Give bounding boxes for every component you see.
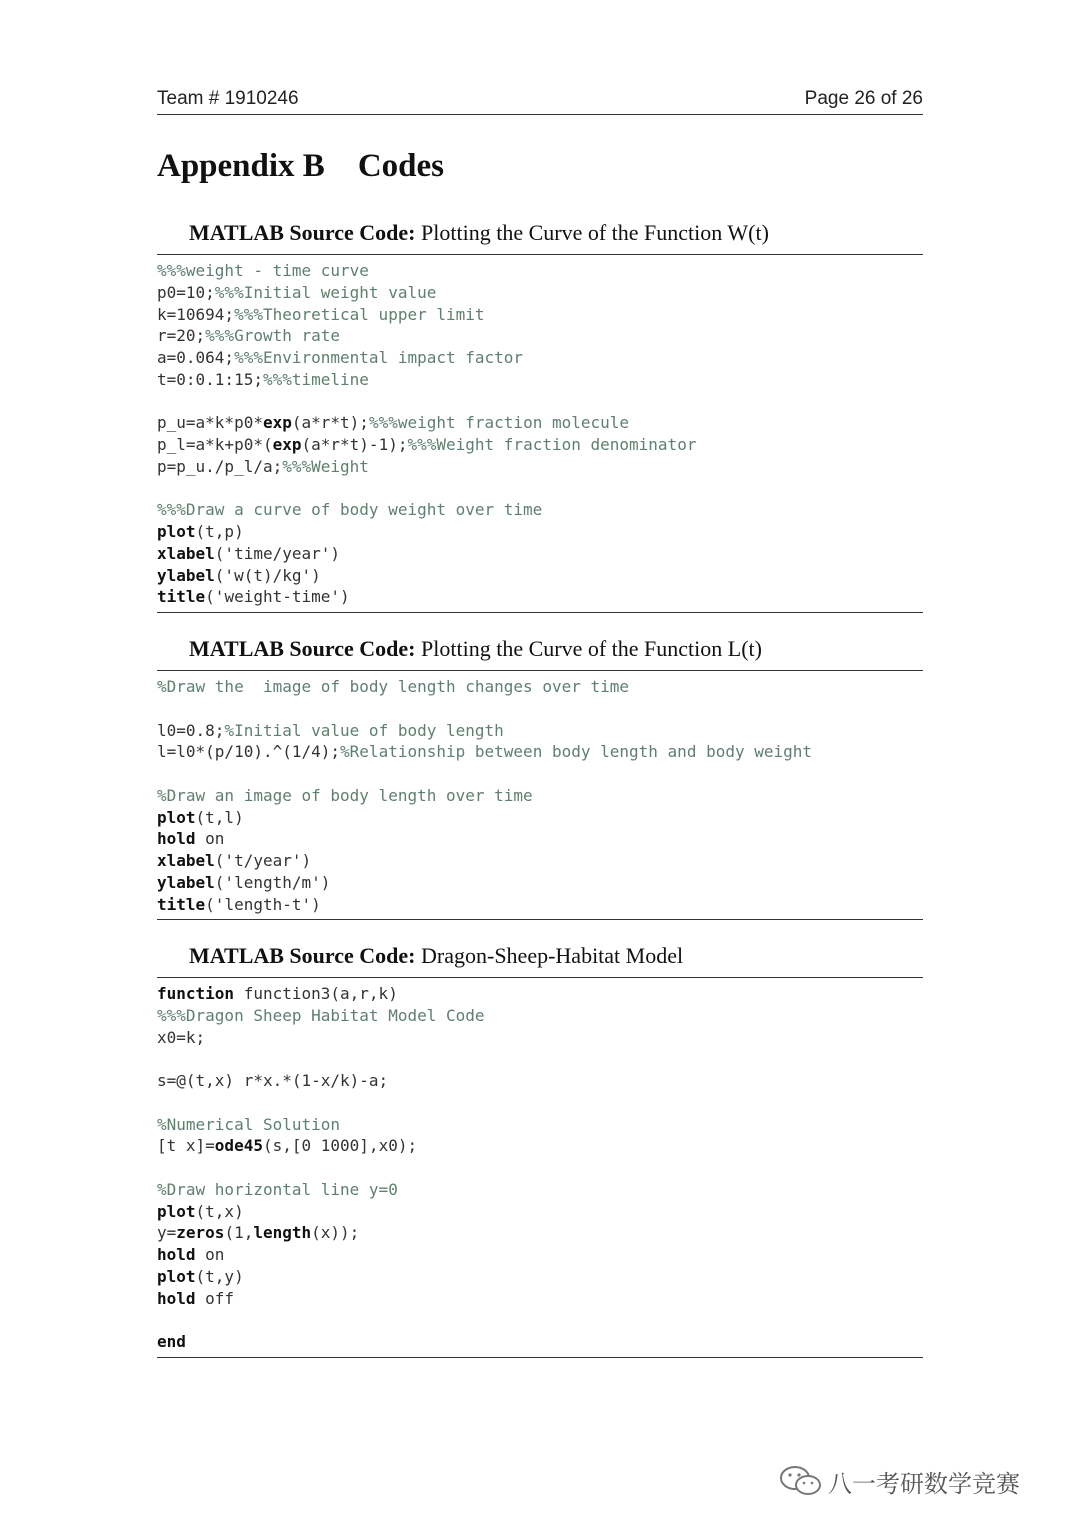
code-line — [157, 1180, 398, 1199]
code-line — [157, 742, 812, 761]
code-line — [157, 1245, 224, 1264]
listing-caption — [189, 943, 683, 969]
code-line — [157, 544, 340, 563]
caption-label: MATLAB Source Code: — [189, 636, 416, 661]
code-text: ('w(t)/kg') — [214, 565, 321, 585]
code-text: p=p_u./p_l/a; — [157, 456, 283, 476]
code-keyword: function — [157, 984, 235, 1003]
code-text: (t,x) — [195, 1201, 244, 1221]
code-text: r=20; — [157, 326, 206, 346]
code-line — [157, 587, 350, 606]
code-text: k=10694; — [157, 304, 235, 324]
code-line — [157, 677, 629, 696]
code-keyword: hold — [157, 829, 196, 849]
code-keyword: exp — [272, 435, 302, 454]
code-line — [157, 1028, 205, 1047]
code-text: p_l=a*k+p0*( — [157, 435, 273, 454]
code-line — [157, 457, 369, 476]
code-text: l=l0*(p/10).^(1/4); — [157, 742, 341, 762]
code-line — [157, 500, 542, 519]
code-keyword: zeros — [176, 1223, 225, 1243]
code-line — [157, 895, 321, 914]
code-text: ('t/year') — [214, 851, 312, 870]
code-keyword: hold — [157, 1288, 196, 1308]
code-text: (1, — [224, 1223, 254, 1243]
listing-bottom-rule — [157, 1357, 923, 1358]
code-comment: %%%Initial weight value — [214, 282, 437, 302]
code-line — [157, 435, 696, 454]
page-number: Page 26 of 26 — [804, 88, 923, 109]
team-number: Team # 1910246 — [157, 88, 299, 109]
code-text: t=0:0.1:15; — [157, 369, 263, 389]
code-comment: %%%weight - time curve — [157, 261, 369, 280]
code-keyword: end — [157, 1332, 186, 1351]
caption-text: Plotting the Curve of the Function W(t) — [415, 220, 769, 245]
code-comment: %Initial value of body length — [224, 720, 504, 740]
wechat-icon — [778, 1464, 824, 1498]
code-block — [157, 983, 485, 1353]
listing-top-rule — [157, 977, 923, 978]
code-comment: %%%Weight — [282, 456, 369, 476]
code-comment: %%%timeline — [262, 369, 369, 389]
code-line — [157, 348, 523, 367]
listing-bottom-rule — [157, 919, 923, 920]
code-text: p0=10; — [157, 282, 215, 302]
code-text: l0=0.8; — [157, 720, 225, 740]
code-comment: %%%Environmental impact factor — [234, 348, 524, 367]
code-text: off — [195, 1288, 235, 1308]
code-text: on — [195, 1245, 225, 1264]
listing-caption — [189, 636, 762, 662]
code-line — [157, 829, 224, 848]
page-header — [157, 88, 923, 115]
code-line — [157, 808, 244, 827]
code-keyword: ylabel — [157, 565, 215, 585]
code-line — [157, 566, 321, 585]
code-text: x0=k; — [157, 1027, 206, 1047]
code-comment: %%%weight fraction molecule — [368, 413, 630, 433]
code-keyword: plot — [157, 522, 196, 541]
code-keyword: length — [253, 1223, 312, 1243]
code-keyword: plot — [157, 807, 196, 827]
code-line — [157, 1223, 359, 1242]
code-line — [157, 370, 369, 389]
caption-label: MATLAB Source Code: — [189, 943, 416, 968]
code-keyword: hold — [157, 1245, 196, 1264]
code-keyword: ylabel — [157, 872, 215, 892]
code-text: ('length/m') — [214, 872, 331, 892]
caption-text: Dragon-Sheep-Habitat Model — [415, 943, 684, 968]
code-comment: %%%Growth rate — [205, 326, 341, 346]
code-comment: %Draw an image of body length over time — [157, 785, 533, 805]
code-line — [157, 1115, 340, 1134]
code-line — [157, 1289, 234, 1308]
code-text: (t,l) — [195, 807, 244, 827]
code-text: y= — [157, 1223, 177, 1243]
code-comment: %%%Weight fraction denominator — [407, 435, 697, 454]
code-line — [157, 305, 485, 324]
code-comment: %%%Draw a curve of body weight over time — [157, 500, 543, 520]
code-line — [157, 261, 369, 280]
code-keyword: ode45 — [214, 1136, 263, 1156]
code-text: (a*r*t); — [291, 413, 369, 433]
code-keyword: plot — [157, 1201, 196, 1221]
code-line — [157, 283, 436, 302]
code-comment: %Draw the image of body length changes over time — [157, 677, 630, 696]
code-comment: %Relationship between body length and body weight — [340, 742, 813, 762]
code-line — [157, 522, 244, 541]
code-text: function3(a,r,k) — [234, 984, 398, 1003]
code-text: a=0.064; — [157, 348, 235, 367]
code-line — [157, 1006, 485, 1025]
code-line — [157, 1332, 186, 1351]
code-comment: %Draw horizontal line y=0 — [157, 1179, 398, 1199]
listing-bottom-rule — [157, 612, 923, 613]
code-comment: %Numerical Solution — [157, 1114, 341, 1134]
listing-top-rule — [157, 254, 923, 255]
watermark-text: 八一考研数学竞赛 — [828, 1470, 1020, 1498]
listing-caption — [189, 220, 769, 246]
code-line — [157, 413, 629, 432]
code-line — [157, 851, 311, 870]
code-text: on — [195, 829, 225, 849]
code-line — [157, 1267, 244, 1286]
code-text: [t x]= — [157, 1136, 215, 1156]
code-keyword: xlabel — [157, 543, 215, 563]
code-line — [157, 326, 340, 345]
code-block — [157, 260, 696, 608]
code-line — [157, 1202, 244, 1221]
code-line — [157, 1071, 388, 1090]
code-line — [157, 786, 533, 805]
caption-label: MATLAB Source Code: — [189, 220, 416, 245]
code-line — [157, 984, 398, 1003]
code-text: p_u=a*k*p0* — [157, 413, 263, 433]
code-text: (s,[0 1000],x0); — [262, 1136, 418, 1156]
code-block — [157, 676, 812, 915]
listing-top-rule — [157, 670, 923, 671]
code-text: (a*r*t)-1); — [301, 435, 408, 454]
code-comment: %%%Theoretical upper limit — [234, 304, 485, 324]
code-text: s=@(t,x) r*x.*(1-x/k)-a; — [157, 1071, 389, 1090]
caption-text: Plotting the Curve of the Function L(t) — [415, 636, 762, 661]
code-text: (t,p) — [195, 522, 244, 541]
appendix-title: Appendix B Codes — [157, 148, 444, 184]
code-text: ('weight-time') — [205, 587, 350, 607]
code-text: (x)); — [311, 1223, 360, 1243]
code-text: (t,y) — [195, 1266, 244, 1286]
code-comment: %%%Dragon Sheep Habitat Model Code — [157, 1005, 485, 1025]
code-keyword: title — [157, 894, 206, 914]
code-line — [157, 1136, 417, 1155]
code-keyword: title — [157, 587, 206, 607]
code-keyword: xlabel — [157, 851, 215, 870]
code-line — [157, 873, 330, 892]
code-text: ('length-t') — [205, 894, 321, 914]
code-text: ('time/year') — [214, 543, 341, 563]
code-keyword: plot — [157, 1266, 196, 1286]
code-line — [157, 721, 504, 740]
code-keyword: exp — [262, 413, 292, 433]
watermark — [778, 1460, 1058, 1500]
